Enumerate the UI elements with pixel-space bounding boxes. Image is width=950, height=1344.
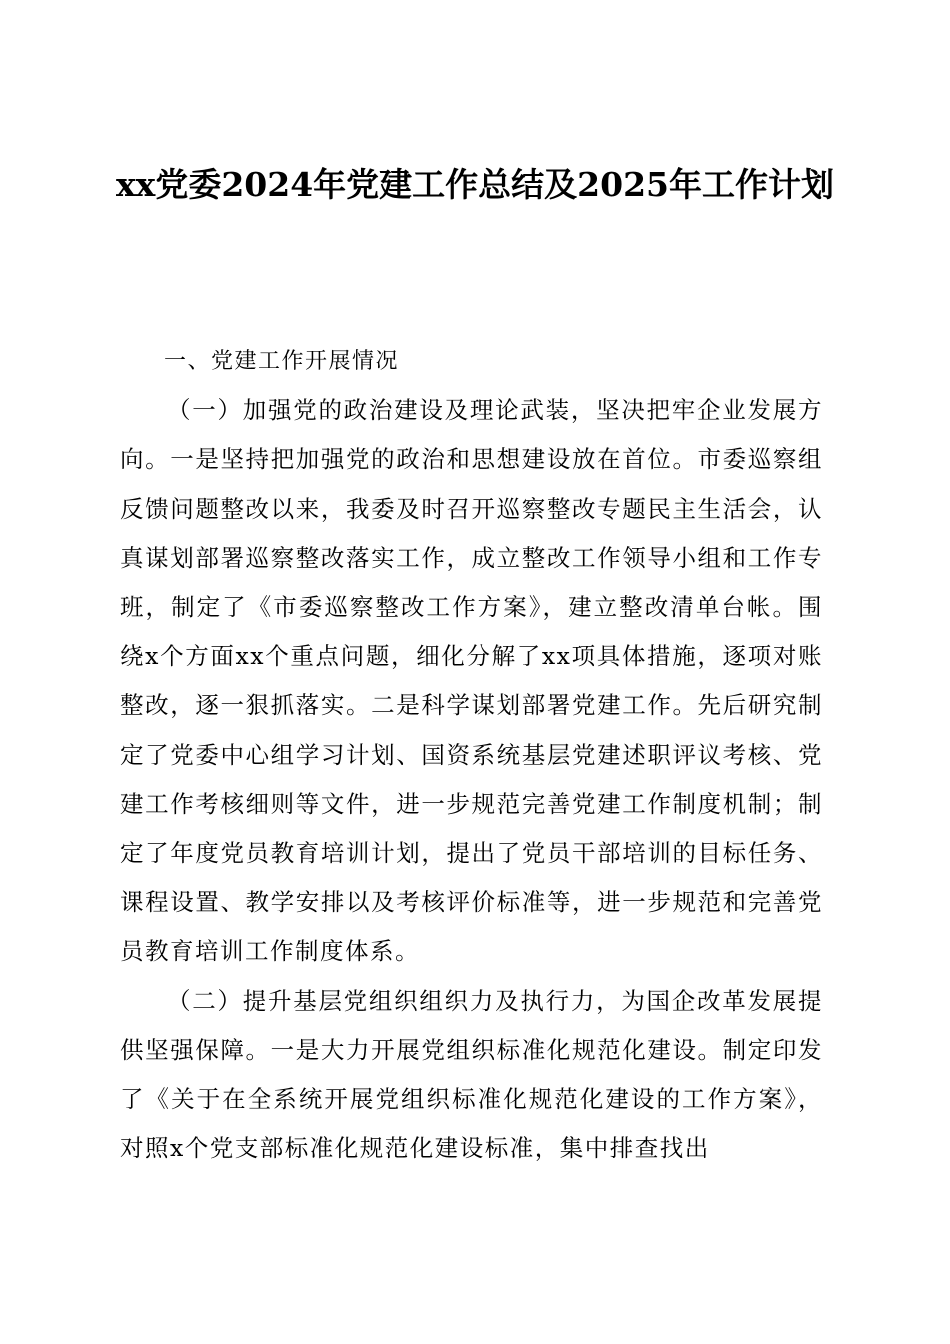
paragraph-political-building: （一）加强党的政治建设及理论武装，坚决把牢企业发展方向。一是坚持把加强党的政治和思想建设放在首位。市委巡察组反馈问题整改以来，我委及时召开巡察整改专题民主生活会，认真谋划部署巡察整改落实工作，成立整改工作领导小组和工作专班，制定了《市委巡察整改工作方案》，建立整改清单台帐。围绕x个方面xx个重点问题，细化分解了xx项具体措施，逐项对账整改，逐一狠抓落实。二是科学谋划部署党建工作。先后研究制定了党委中心组学习计划、国资系统基层党建述职评议考核、党建工作考核细则等文件，进一步规范完善党建工作制度机制；制定了年度党员教育培训计划，提出了党员干部培训的目标任务、课程设置、教学安排以及考核评价标准等，进一步规范和完善党员教育培训工作制度体系。	[120, 396, 823, 966]
document-title: xx党委2024年党建工作总结及2025年工作计划	[115, 165, 835, 204]
section-heading: 一、党建工作开展情况	[164, 349, 400, 374]
paragraph-grassroots-organization: （二）提升基层党组织组织力及执行力，为国企改革发展提供坚强保障。一是大力开展党组织标准化规范化建设。制定印发了《关于在全系统开展党组织标准化规范化建设的工作方案》，对照x个党支部标准化规范化建设标准，集中排查找出	[120, 986, 823, 1163]
document-body	[120, 337, 823, 1173]
